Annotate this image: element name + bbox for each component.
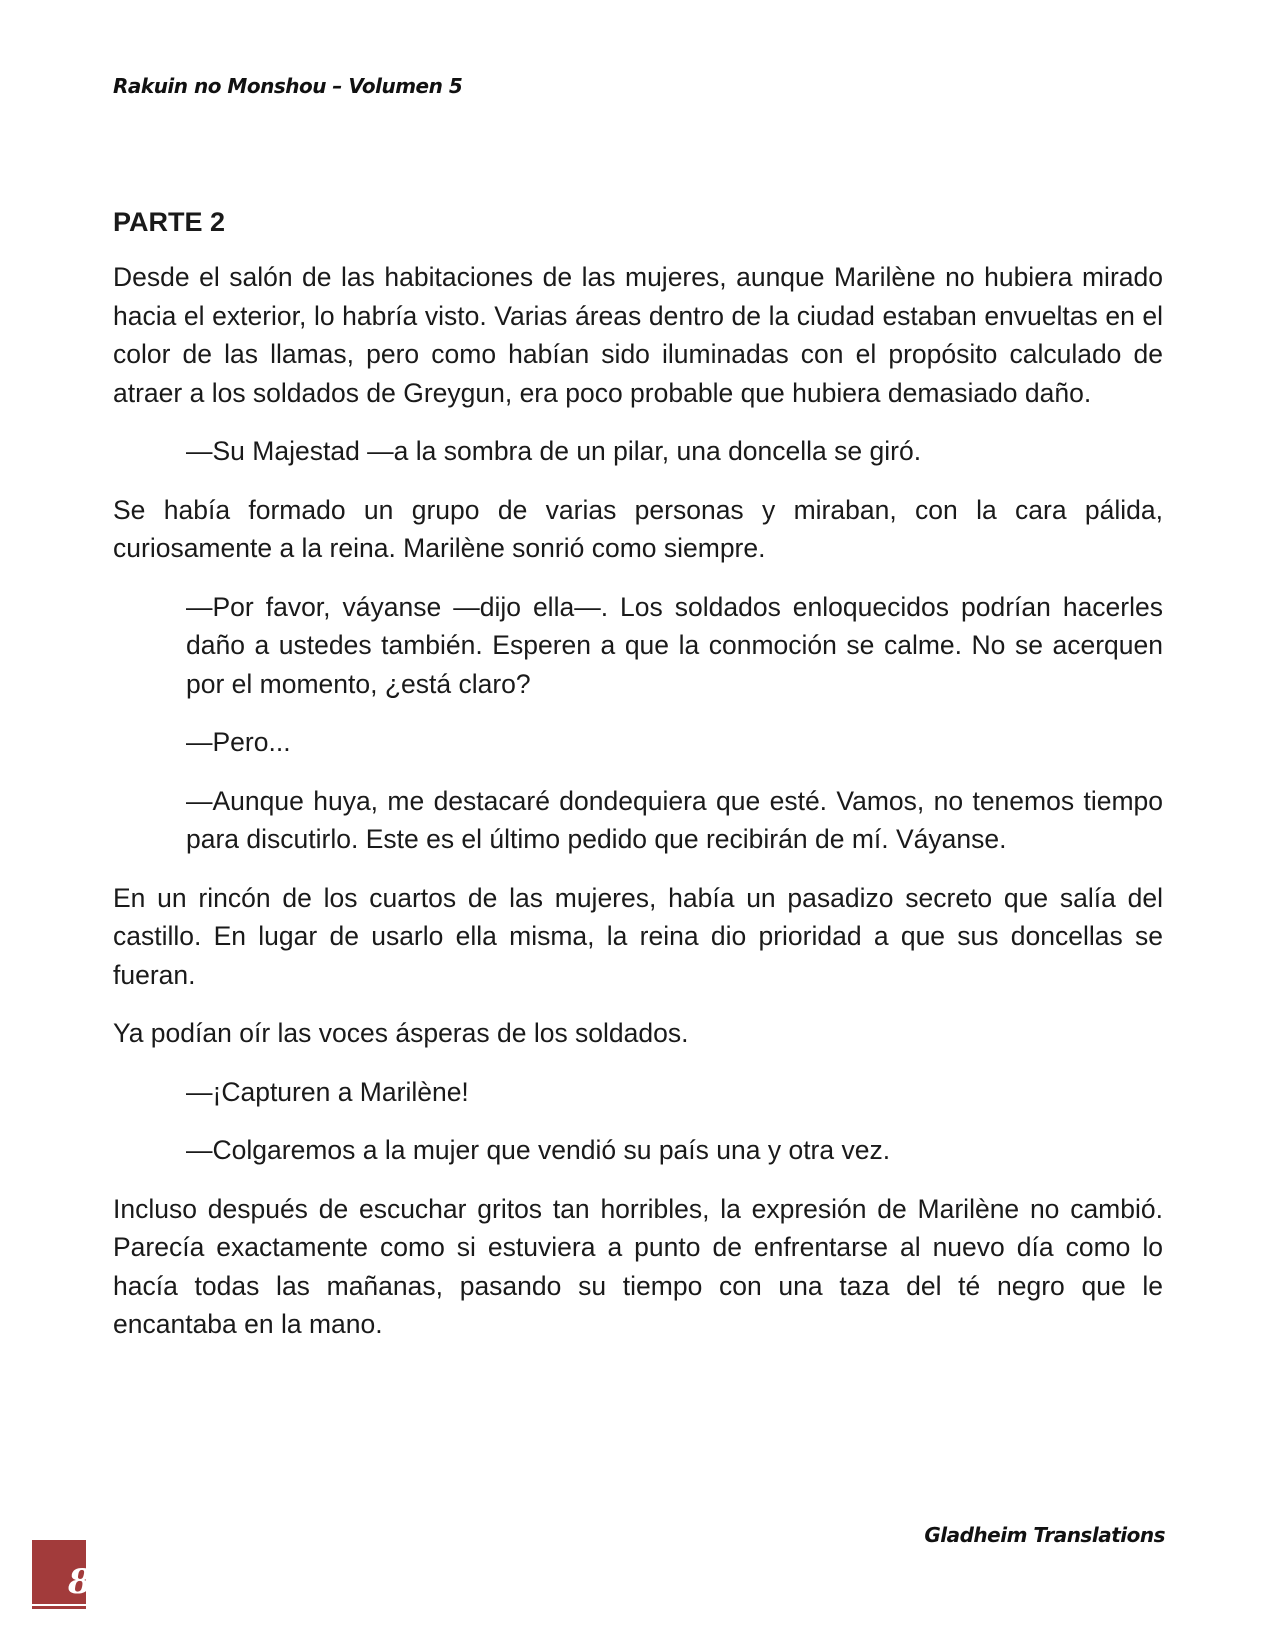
page-number: 8 <box>68 1562 92 1602</box>
paragraph-1: Desde el salón de las habitaciones de las mujeres, aunque Marilène no hubiera mirado hacia el exterior, lo habría visto. Varias áreas dentro de la ciudad estaban envueltas en el color de las llamas, pero como habían sido iluminadas con el propósito calculado de atraer a los soldados de Greygun, era poco probable que hubiera demasiado daño. <box>113 262 1163 408</box>
page-body <box>113 204 1163 1364</box>
paragraph-2: Se había formado un grupo de varias personas y miraban, con la cara pálida, curiosamente a la reina. Marilène sonrió como siempre. <box>113 494 1163 563</box>
paragraph-5: Incluso después de escuchar gritos tan horribles, la expresión de Marilène no cambió. Parecía exactamente como si estuviera a punto de enfrentarse al nuevo día como lo hacía todas las mañanas, pasando su tiempo con una taza del té negro que le encantaba en la mano. <box>113 1193 1163 1339</box>
dialogue-4: —Aunque huya, me destacaré dondequiera que esté. Vamos, no tenemos tiempo para discutirlo. Este es el último pedido que recibirán de mí. Váyanse. <box>186 785 1163 854</box>
dialogue-5: —¡Capturen a Marilène! <box>186 1076 469 1107</box>
section-title: PARTE 2 <box>113 207 226 237</box>
dialogue-6: —Colgaremos a la mujer que vendió su país una y otra vez. <box>186 1135 891 1165</box>
dialogue-2: —Por favor, váyanse —dijo ella—. Los soldados enloquecidos podrían hacerles daño a ustedes también. Esperen a que la conmoción se calme. No se acerquen por el momento, ¿está claro? <box>186 591 1163 699</box>
running-header: Rakuin no Monshou – Volumen 5 <box>113 74 463 98</box>
dialogue-1: —Su Majestad —a la sombra de un pilar, una doncella se giró. <box>186 436 922 466</box>
paragraph-3: En un rincón de los cuartos de las mujeres, había un pasadizo secreto que salía del castillo. En lugar de usarlo ella misma, la reina dio prioridad a que sus doncellas se fueran. <box>113 882 1163 990</box>
paragraph-4: Ya podían oír las voces ásperas de los soldados. <box>113 1018 689 1048</box>
dialogue-3: —Pero... <box>186 727 291 757</box>
page-number-underline <box>32 1606 86 1609</box>
footer-credit: Gladheim Translations <box>924 1523 1165 1547</box>
